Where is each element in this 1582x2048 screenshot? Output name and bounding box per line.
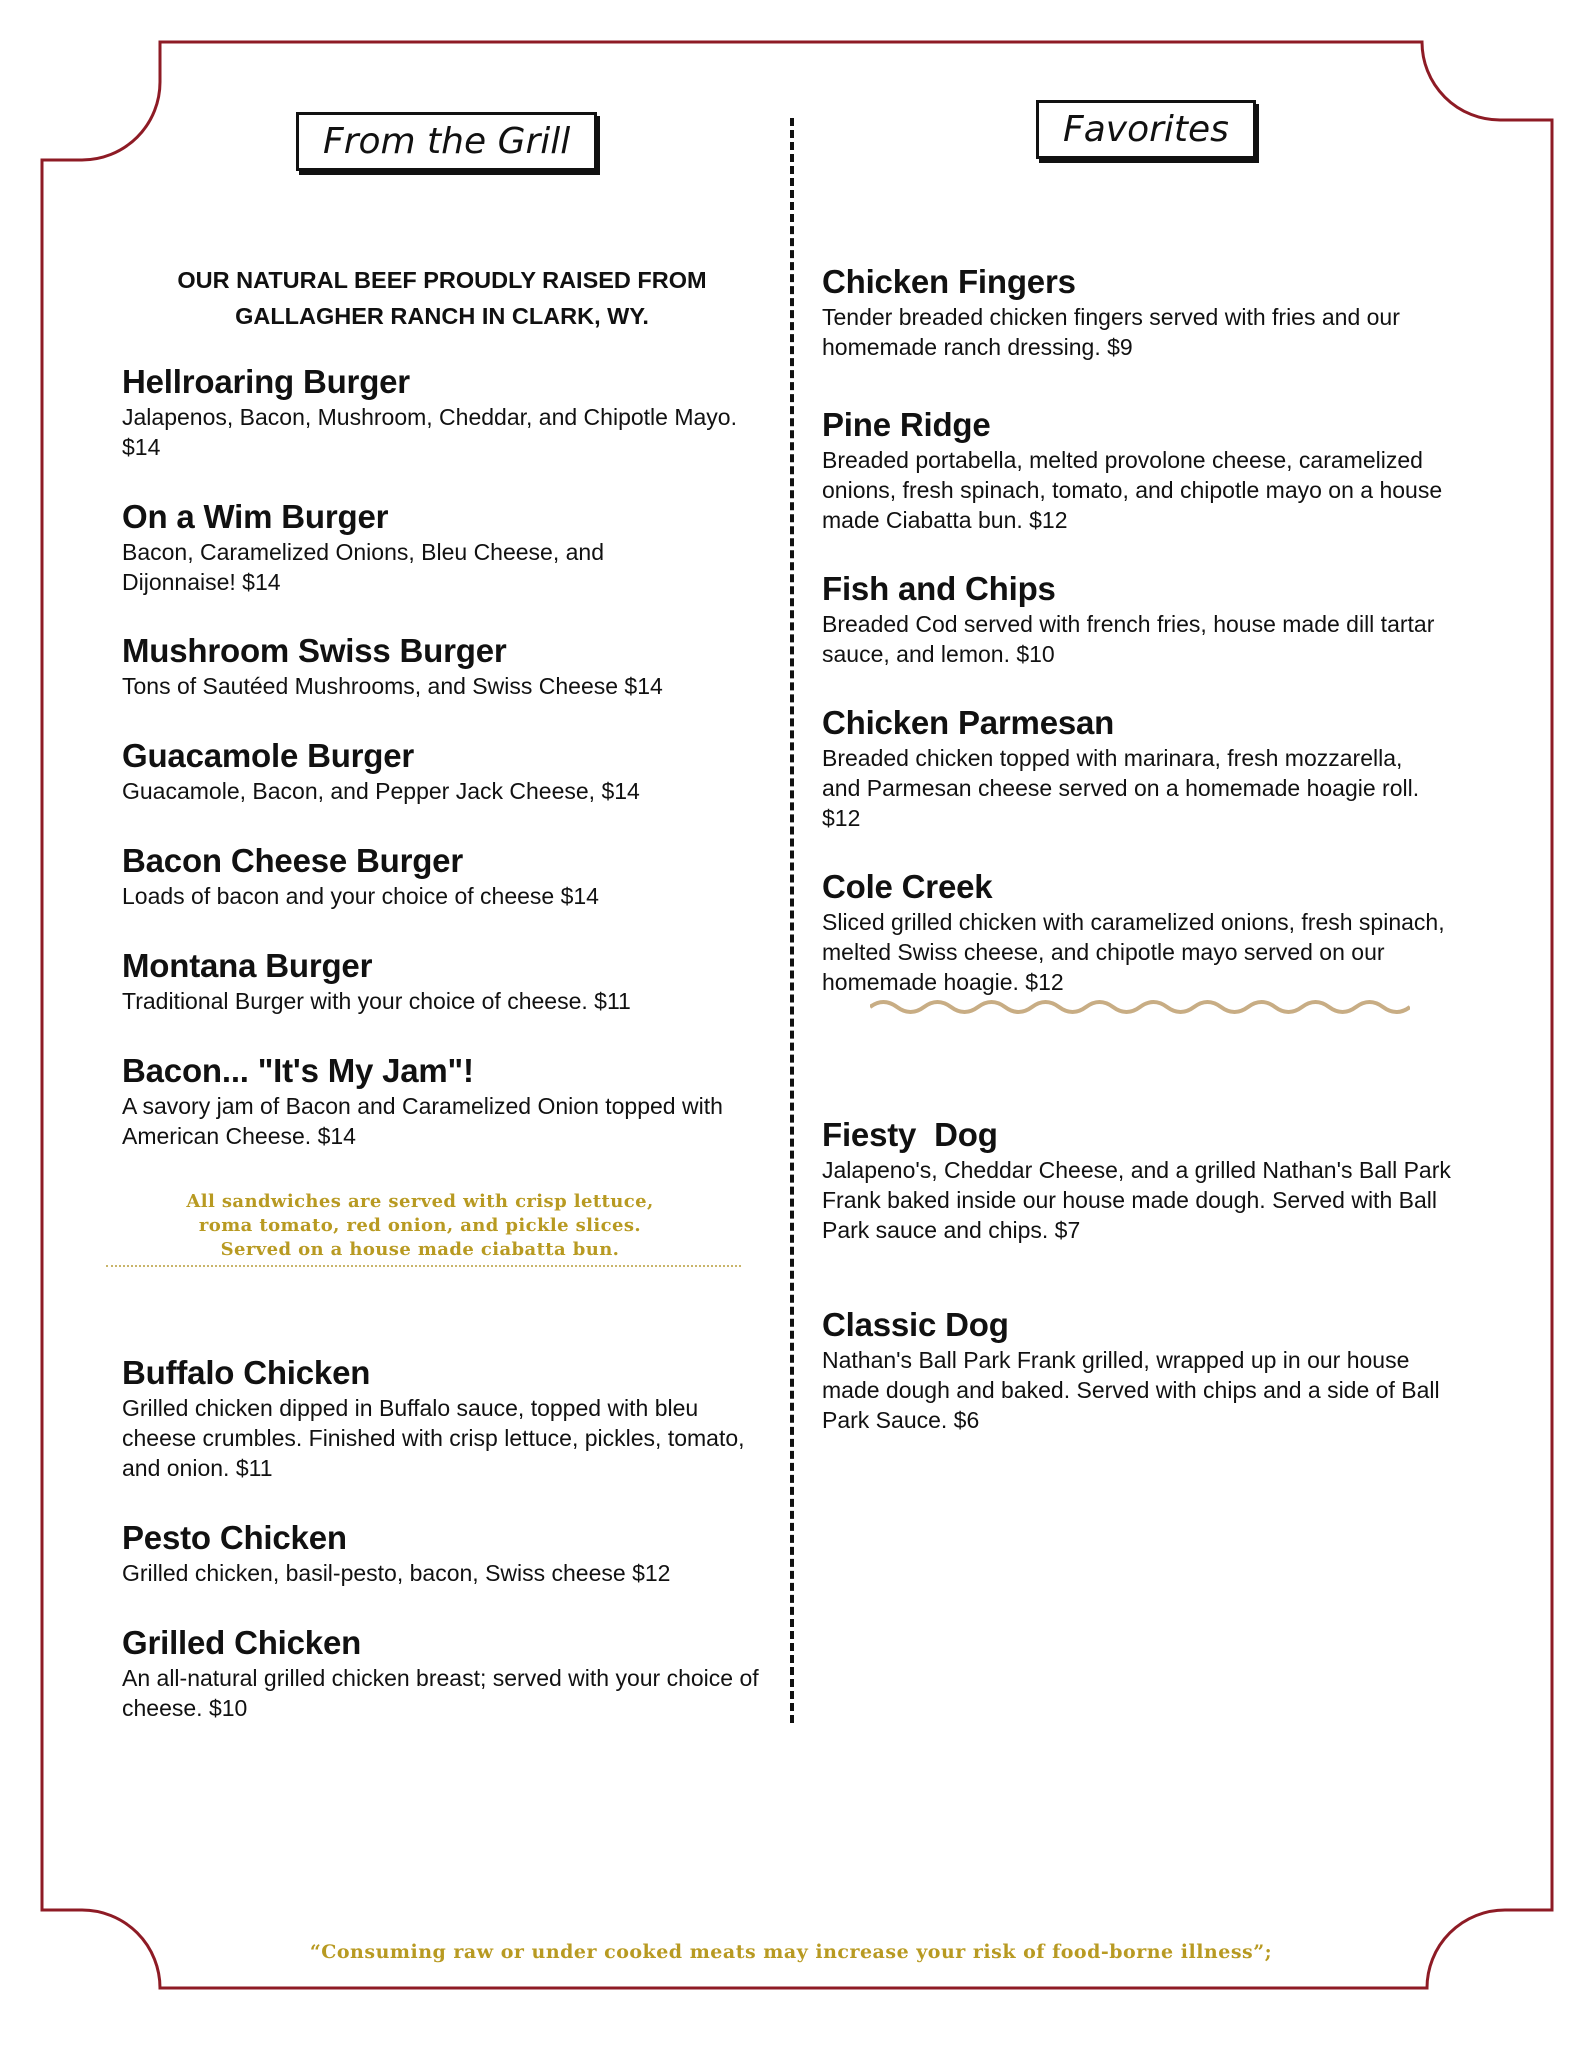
menu-item-name: Chicken Fingers (822, 263, 1076, 300)
menu-item-pine-ridge (822, 405, 1462, 535)
menu-item-fiesty-dog (822, 1115, 1462, 1245)
sandwich-note-line-2: roma tomato, red onion, and pickle slices. (198, 1215, 642, 1236)
column-divider (790, 118, 794, 1723)
menu-item-description: Sliced grilled chicken with caramelized onions, fresh spinach, melted Swiss cheese, and chipotle mayo served on our homemade hoagie. $12 (822, 909, 1445, 995)
menu-item-mushroom-swiss-burger (122, 631, 762, 701)
menu-item-description: Grilled chicken, basil-pesto, bacon, Swiss cheese $12 (122, 1560, 671, 1586)
menu-item-description: Bacon, Caramelized Onions, Bleu Cheese, and Dijonnaise! $14 (122, 539, 605, 595)
menu-item-name: Mushroom Swiss Burger (122, 632, 507, 669)
dotted-separator (106, 1265, 741, 1267)
menu-item-name: Pine Ridge (822, 406, 991, 443)
menu-item-hellroaring-burger (122, 362, 762, 462)
menu-item-bacon-cheese-burger (122, 841, 762, 911)
menu-item-name: Fiesty Dog (822, 1116, 998, 1153)
beef-origin-line-2: GALLAGHER RANCH IN CLARK, WY. (235, 303, 649, 329)
menu-item-bacon-its-my-jam (122, 1051, 762, 1151)
menu-item-name: Fish and Chips (822, 570, 1056, 607)
menu-item-name: Classic Dog (822, 1306, 1009, 1343)
menu-item-description: A savory jam of Bacon and Caramelized Onion topped with American Cheese. $14 (122, 1093, 723, 1149)
menu-item-description: Grilled chicken dipped in Buffalo sauce, topped with bleu cheese crumbles. Finished with crisp lettuce, pickles, tomato, and onion. $11 (122, 1395, 745, 1481)
sandwich-note (100, 1190, 740, 1262)
menu-item-description: Guacamole, Bacon, and Pepper Jack Cheese, $14 (122, 778, 640, 804)
sandwich-note-line-3: Served on a house made ciabatta bun. (220, 1239, 620, 1260)
menu-item-name: Cole Creek (822, 868, 993, 905)
menu-item-name: Chicken Parmesan (822, 704, 1115, 741)
menu-item-description: Tons of Sautéed Mushrooms, and Swiss Cheese $14 (122, 673, 663, 699)
menu-item-name: Bacon Cheese Burger (122, 842, 463, 879)
menu-item-buffalo-chicken (122, 1353, 762, 1483)
menu-item-chicken-fingers (822, 262, 1462, 362)
food-safety-warning: “Consuming raw or under cooked meats may increase your risk of food-borne illness”; (309, 1941, 1273, 1963)
menu-item-description: An all-natural grilled chicken breast; served with your choice of cheese. $10 (122, 1665, 759, 1721)
menu-item-cole-creek (822, 867, 1462, 997)
menu-item-montana-burger (122, 946, 762, 1016)
menu-item-description: Nathan's Ball Park Frank grilled, wrapped up in our house made dough and baked. Served with chips and a side of Ball Park Sauce. $6 (822, 1347, 1440, 1433)
section-tab-from-the-grill: From the Grill (296, 112, 597, 171)
menu-item-description: Jalapeno's, Cheddar Cheese, and a grilled Nathan's Ball Park Frank baked inside our house made dough. Served with Ball Park sauce and chips. $7 (822, 1157, 1451, 1243)
menu-item-description: Breaded chicken topped with marinara, fresh mozzarella, and Parmesan cheese served on a homemade hoagie roll. $12 (822, 745, 1420, 831)
menu-item-description: Breaded Cod served with french fries, house made dill tartar sauce, and lemon. $10 (822, 611, 1435, 667)
menu-item-pesto-chicken (122, 1518, 762, 1588)
menu-item-grilled-chicken (122, 1623, 762, 1723)
menu-item-name: Hellroaring Burger (122, 363, 410, 400)
beef-origin-line-1: OUR NATURAL BEEF PROUDLY RAISED FROM (177, 267, 707, 293)
menu-item-description: Jalapenos, Bacon, Mushroom, Cheddar, and Chipotle Mayo. $14 (122, 404, 737, 460)
menu-item-description: Traditional Burger with your choice of cheese. $11 (122, 988, 631, 1014)
menu-item-classic-dog (822, 1305, 1462, 1435)
menu-item-description: Loads of bacon and your choice of cheese $14 (122, 883, 599, 909)
menu-item-name: Grilled Chicken (122, 1624, 362, 1661)
menu-item-name: On a Wim Burger (122, 498, 389, 535)
menu-item-chicken-parmesan (822, 703, 1422, 833)
menu-item-name: Montana Burger (122, 947, 373, 984)
menu-item-name: Guacamole Burger (122, 737, 415, 774)
menu-item-guacamole-burger (122, 736, 762, 806)
menu-item-name: Bacon... "It's My Jam"! (122, 1052, 474, 1089)
menu-item-on-a-wim-burger (122, 497, 682, 597)
menu-item-description: Tender breaded chicken fingers served with fries and our homemade ranch dressing. $9 (822, 304, 1400, 360)
menu-item-name: Buffalo Chicken (122, 1354, 371, 1391)
decorative-wave (870, 995, 1410, 1019)
menu-item-fish-and-chips (822, 569, 1462, 669)
section-tab-favorites: Favorites (1036, 100, 1256, 159)
sandwich-note-line-1: All sandwiches are served with crisp lettuce, (186, 1191, 654, 1212)
menu-item-name: Pesto Chicken (122, 1519, 347, 1556)
beef-origin-header (122, 262, 762, 334)
menu-item-description: Breaded portabella, melted provolone cheese, caramelized onions, fresh spinach, tomato, and chipotle mayo on a house made Ciabatta bun. $12 (822, 447, 1443, 533)
